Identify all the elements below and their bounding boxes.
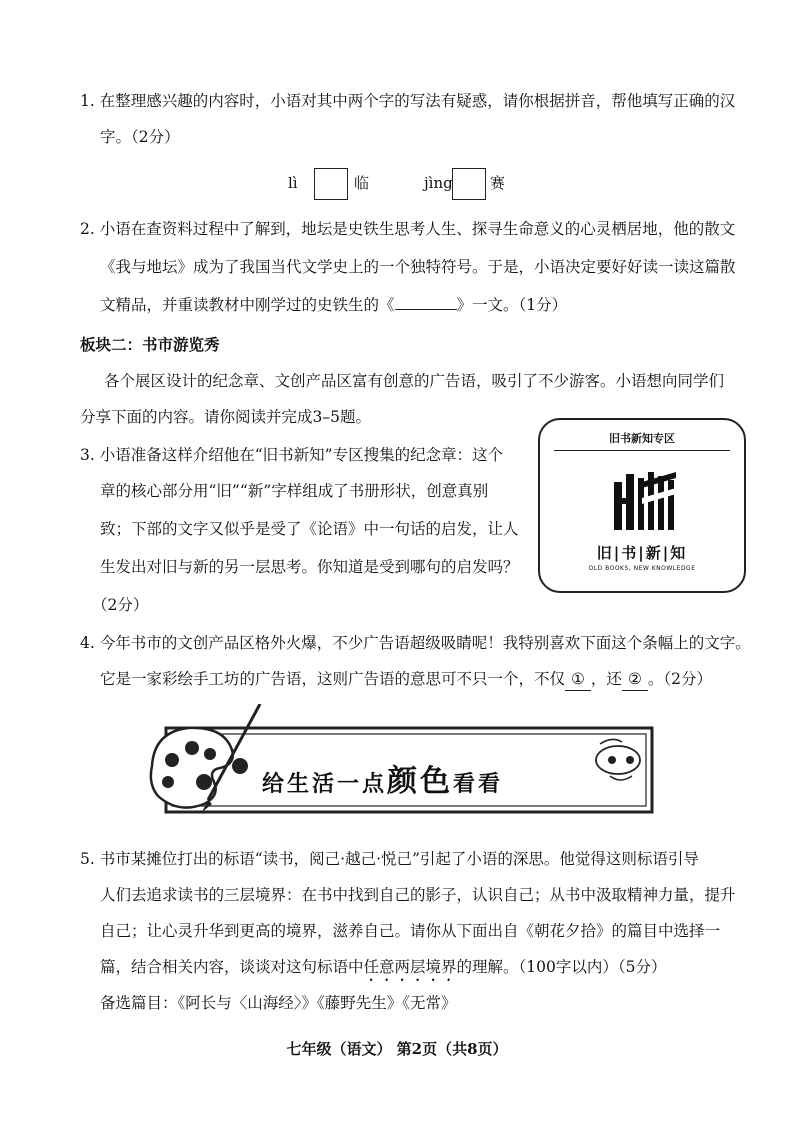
q4-line-2-end: 。（2分） — [647, 670, 712, 688]
badge-title: 旧书新知专区 — [609, 432, 675, 445]
q3-line-1: 3. 小语准备这样介绍他在“旧书新知”专区搜集的纪念章：这个 — [80, 446, 504, 464]
q1-answer-box-1[interactable] — [314, 168, 348, 200]
commemorative-badge — [538, 418, 746, 593]
q2-line-1: 2. 小语在查资料过程中了解到，地坛是史铁生思考人生、探寻生命意义的心灵栖居地，他的散文 — [80, 220, 736, 238]
q5-line-4 — [100, 956, 666, 985]
q4-line-2-start: 它是一家彩绘手工坊的广告语，这则广告语的意思可不只一个，不仅 — [100, 670, 566, 688]
q2-line-2: 《我与地坛》成为了我国当代文学史上的一个独特符号。于是，小语决定要好好读一读这篇散 — [100, 258, 736, 276]
q2-line-3-start: 文精品，并重读教材中刚学过的史铁生的《 — [100, 296, 395, 314]
q4-line-2-mid: ，还 — [590, 670, 622, 688]
banner-slogan-a: 给生活一点 — [262, 772, 388, 797]
section-2-title: 板块二：书市游览秀 — [80, 335, 220, 354]
q2-answer-blank[interactable] — [395, 295, 457, 310]
banner-slogan-b: 颜 — [387, 764, 421, 799]
q1-line-1: 1. 在整理感兴趣的内容时，小语对其中两个字的写法有疑惑，请你根据拼音，帮他填写正确的汉 — [80, 92, 736, 110]
q4-line-1: 4. 今年书市的文创产品区格外火爆，不少广告语超级吸睛呢！我特别喜欢下面这个条幅上的文字。 — [80, 634, 751, 652]
q5-emphasis: 任意两层境界 — [363, 958, 457, 976]
badge-name: 旧|书|新|知 — [596, 544, 688, 562]
q2-line-3-end: 》一文。（1分） — [456, 296, 568, 314]
banner-slogan-d: 看看 — [453, 772, 504, 797]
q4-blank-2[interactable]: ② — [622, 668, 648, 691]
page-footer: 七年级（语文） 第2页（共8页） — [286, 1040, 508, 1058]
banner-slogan — [262, 756, 503, 800]
q5-line-2: 人们去追求读书的三层境界：在书中找到自己的影子，认识自己；从书中汲取精神力量，提升 — [100, 886, 736, 904]
q1-pinyin-1: lì — [288, 174, 298, 192]
q1-pinyin-row — [0, 168, 794, 202]
badge-divider — [554, 450, 730, 451]
book-logo-icon — [608, 468, 680, 536]
q5-options: 备选篇目：《阿长与〈山海经〉》《藤野先生》《无常》 — [100, 994, 457, 1012]
q2-line-3 — [100, 294, 567, 316]
badge-subtitle: OLD BOOKS, NEW KNOWLEDGE — [588, 565, 696, 572]
q5-line-4-start: 篇，结合相关内容，谈谈对这句标语中 — [100, 958, 364, 976]
q1-pinyin-2: jìng — [424, 174, 453, 192]
q4-blank-1[interactable]: ① — [565, 668, 591, 691]
q5-line-3: 自己；让心灵升华到更高的境界，滋养自己。请你从下面出自《朝花夕拾》的篇目中选择一 — [100, 922, 721, 940]
section-2-intro-1: 各个展区设计的纪念章、文创产品区富有创意的广告语，吸引了不少游客。小语想向同学们 — [104, 372, 725, 390]
banner-slogan-c: 色 — [420, 764, 454, 799]
section-2-intro-2: 分享下面的内容。请你阅读并完成3–5题。 — [80, 408, 371, 426]
q3-line-3: 致；下部的文字又似乎是受了《论语》中一句话的启发，让人 — [100, 520, 519, 538]
q1-char-2: 赛 — [490, 174, 506, 192]
q1-answer-box-2[interactable] — [452, 168, 486, 200]
q4-line-2 — [100, 668, 712, 691]
q5-line-1: 5. 书市某摊位打出的标语“读书，阅己·越己·悦己”引起了小语的深思。他觉得这则标语引导 — [80, 850, 699, 868]
q3-line-2: 章的核心部分用“旧”“新”字样组成了书册形状，创意真别 — [100, 482, 489, 500]
q3-line-5: （2分） — [92, 596, 149, 614]
q1-char-1: 临 — [354, 174, 370, 192]
q1-line-2: 字。（2分） — [100, 128, 180, 146]
q3-line-4: 生发出对旧与新的另一层思考。你知道是受到哪句的启发吗？ — [100, 558, 519, 576]
q5-line-4-end: 的理解。（100字以内）（5分） — [456, 958, 667, 976]
